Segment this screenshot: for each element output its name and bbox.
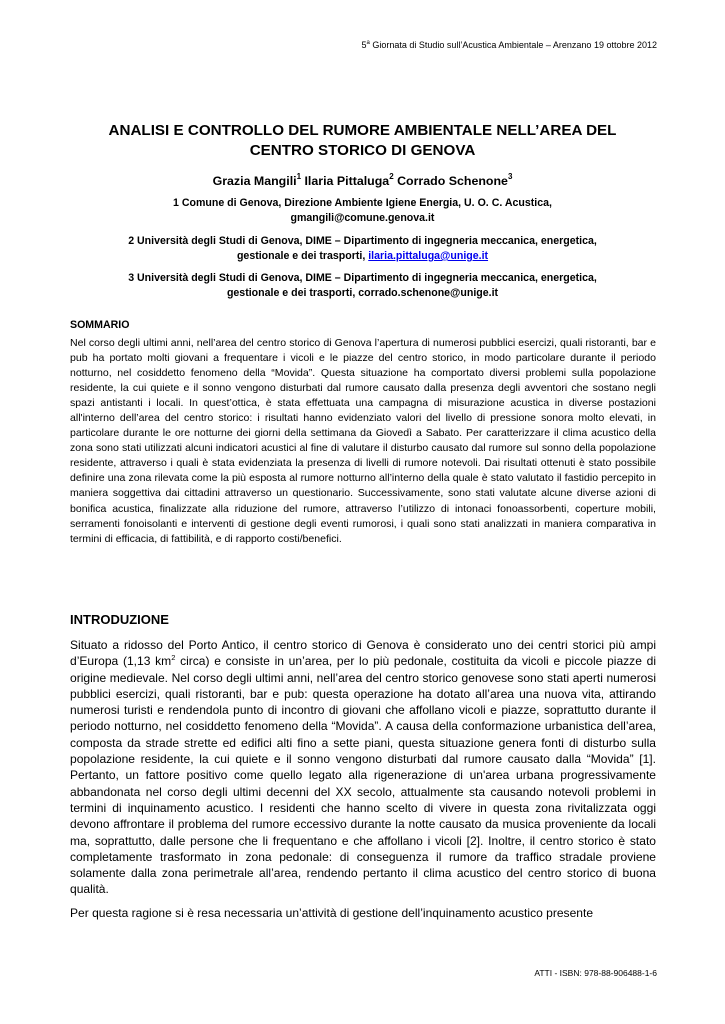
- running-header: [361, 40, 657, 50]
- affiliation-3-line-1: 3 Università degli Studi di Genova, DIME – Dipartimento di ingegneria meccanica, energetica,: [128, 272, 597, 284]
- header-text: Giornata di Studio sull’Acustica Ambientale – Arenzano 19 ottobre 2012: [369, 40, 657, 50]
- affiliation-3-line-2: gestionale e dei trasporti, corrado.schenone@unige.it: [226, 287, 499, 299]
- affiliation-1-email: gmangili@comune.genova.it: [290, 212, 435, 224]
- affiliation-1: [60, 196, 665, 226]
- introduzione-paragraph-1: [70, 637, 656, 898]
- affiliation-2: [60, 234, 665, 264]
- affiliation-3: [60, 271, 665, 301]
- author-name: Ilaria Pittaluga: [304, 174, 390, 188]
- email-link[interactable]: ilaria.pittaluga@unige.it: [368, 250, 489, 262]
- intro-text-a: Situato a ridosso del Porto Antico, il centro storico di Genova è considerato uno dei centri storici più ampi d’Europa (1,13 km: [70, 638, 656, 669]
- paper-title: [40, 121, 685, 161]
- affiliation-2-dept: gestionale e dei trasporti,: [236, 250, 369, 262]
- author-sup: 3: [507, 172, 513, 181]
- introduzione-heading: INTRODUZIONE: [70, 612, 169, 627]
- introduzione-paragraph-2: Per questa ragione si è resa necessaria un’attività di gestione dell’inquinamento acustico presente: [70, 906, 594, 920]
- author-name: Corrado Schenone: [397, 174, 508, 188]
- title-line-1: ANALISI E CONTROLLO DEL RUMORE AMBIENTALE NELL’AREA DEL: [108, 122, 617, 139]
- affiliation-2-line-2: [60, 249, 665, 264]
- affiliation-1-line-1: 1 Comune di Genova, Direzione Ambiente Igiene Energia, U. O. C. Acustica,: [173, 197, 552, 209]
- header-ordinal-sup: a: [366, 40, 370, 46]
- sommario-text: Nel corso degli ultimi anni, nell’area del centro storico di Genova l’apertura di numerosi pubblici esercizi, quali ristoranti, bar e pub ha portato molti giovani a frequentare i vicoli e le piazze del centro storico, in modo particolare durante il periodo notturno, nel cosiddetto fenomeno della “Movida”. Questa situazione ha comportato diversi problemi sulla popolazione residente, la cui quiete e il sonno vengono disturbati dal rumore causato dalla presenza degli avventori che sostano negli spazi antistanti i locali. In quest’ottica, è stata effettuata una campagna di misurazione acustica in diverse postazioni all'interno dell’area del centro storico: i risultati hanno evidenziato valori del livello di pressione sonora molto elevati, in particolare durante le ore notturne dei giorni della settimana da Giovedì a Sabato. Per caratterizzare il clima acustico della zona sono stati utilizzati alcuni indicatori acustici al fine di valutare il disturbo causato dal rumore sul sonno della popolazione residente, attraverso i quali è stata evidenziata la presenza di livelli di rumore notevoli. Dai risultati ottenuti è stato possibile definire una zona rilevata come la più esposta al rumore notturno all’interno della quale è stato valutato il fastidio percepito in maniera soggettiva dai cittadini attraverso un questionario. Successivamente, sono stati valutate alcune diverse azioni di bonifica acustica, finalizzate alla riduzione del rumore, attraverso l’utilizzo di intonaci fonoassorbenti, coperture mobili, serramenti fonoisolanti e interventi di gestione degli eventi rumorosi, i quali sono stati analizzati in maniera comparativa in termini di efficacia, di fattibilità, e di rapporto costi/benefici.: [70, 337, 656, 545]
- intro-text-b: circa) e consiste in un’area, per lo più pedonale, costituita da vicoli e piccole piazze di origine medievale. Nel corso degli ultimi anni, nell’area del centro storico genovese sono stati aperti numerosi pubblici esercizi, quali ristoranti, bar e pub: questa operazione ha dotato all’area una nuova vita, attirando numerosi turisti e rendendola punto di incontro di giovani che affollano vicoli e piazze, soprattutto durante il periodo notturno, nel cosiddetto fenomeno della “Movida”. A causa della conformazione urbanistica dell’area, composta da strade strette ed edifici alti fino a sette piani, questa situazione genera fonti di disturbo sulla popolazione residente, la cui quiete e il sonno vengono disturbati dal rumore causato dalla “Movida” [1]. Pertanto, un fattore positivo come quello legato alla rigenerazione di un'area urbana progressivamente abbandonata nel corso degli ultimi decenni del XX secolo, attualmente sta causando notevoli problemi in termini di inquinamento acustico. I residenti che hanno scelto di vivere in questa zona rivitalizzata oggi devono affrontare il problema del rumore eccessivo durante la notte causato da musica proveniente da locali ma, soprattutto, dalle persone che li frequentano e che affollano i vicoli [2]. Inoltre, il centro storico è stato completamente trasformato in zona pedonale: di conseguenza il rumore da traffico stradale proviene solamente dalla zona perimetrale all’area, rendendo pertanto il clima acustico del centro storico di buona qualità.: [70, 654, 656, 897]
- title-line-2: CENTRO STORICO DI GENOVA: [249, 142, 476, 159]
- author-sup: 2: [389, 172, 394, 181]
- sommario-heading: SOMMARIO: [70, 319, 130, 331]
- author-name: Grazia Mangili: [212, 174, 297, 188]
- affiliation-2-line-1: 2 Università degli Studi di Genova, DIME – Dipartimento di ingegneria meccanica, energetica,: [128, 235, 597, 247]
- author-list: [40, 172, 685, 190]
- author-sup: 1: [296, 172, 302, 181]
- header-ordinal: 5: [361, 40, 367, 50]
- footer-isbn: ATTI - ISBN: 978-88-906488-1-6: [534, 968, 657, 978]
- intro-sup: 2: [171, 653, 176, 663]
